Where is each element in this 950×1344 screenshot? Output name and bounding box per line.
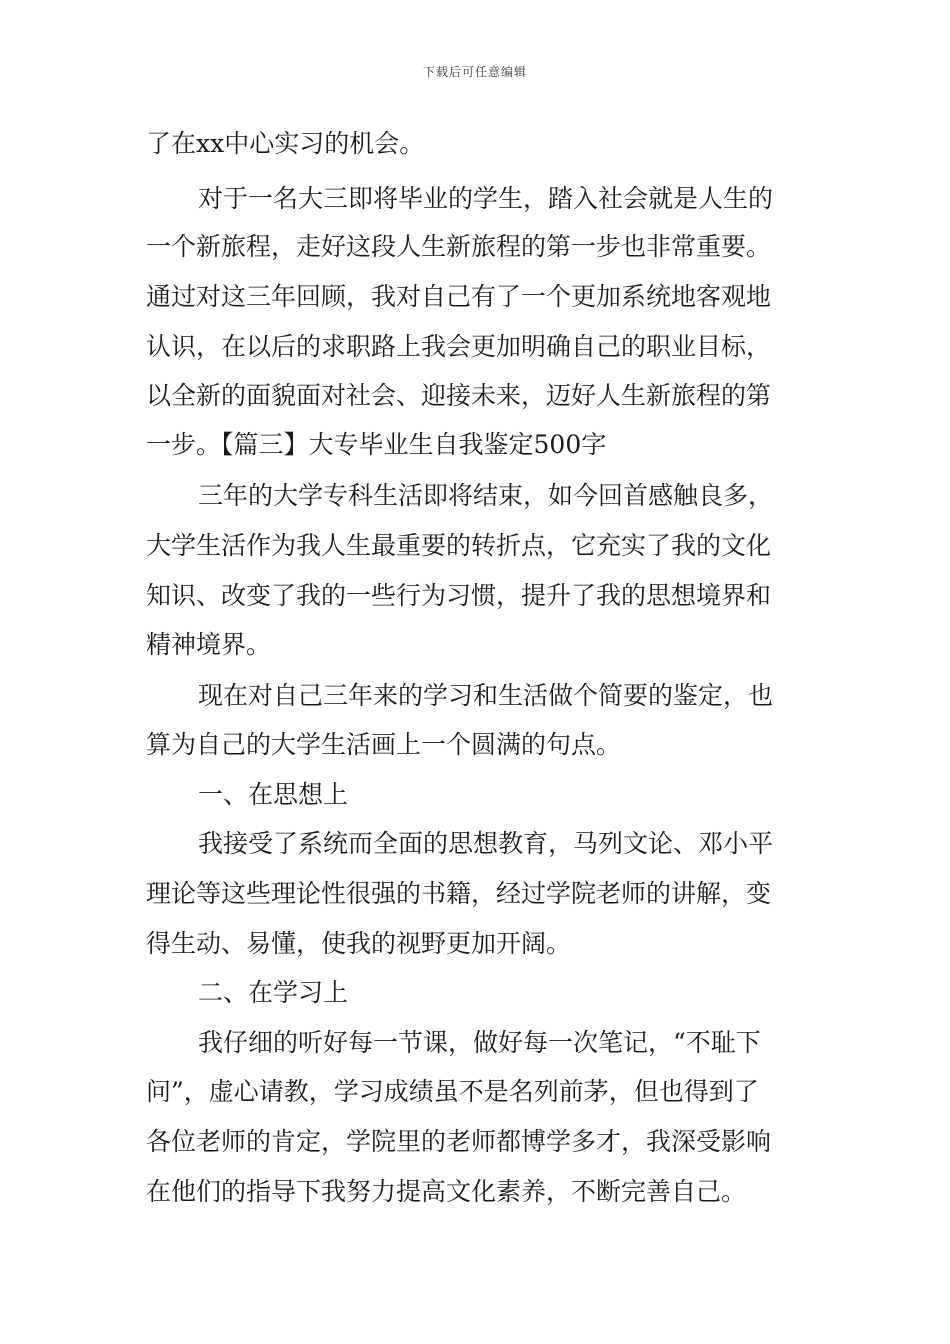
paragraph-start-line: 对于一名大三即将毕业的学生，踏入社会就是人生的 bbox=[198, 184, 774, 213]
body-line: 通过对这三年回顾，我对自己有了一个更加系统地客观地 bbox=[146, 282, 772, 311]
body-line: 了在xx中心实习的机会。 bbox=[146, 129, 425, 158]
body-line: 得生动、易懂，使我的视野更加开阔。 bbox=[146, 929, 572, 958]
body-line: 问”，虚心请教，学习成绩虽不是名列前茅，但也得到了 bbox=[146, 1077, 759, 1106]
subheading-thought: 一、在思想上 bbox=[198, 780, 349, 809]
body-line: 一个新旅程，走好这段人生新旅程的第一步也非常重要。 bbox=[146, 232, 772, 261]
subheading-study: 二、在学习上 bbox=[198, 978, 349, 1007]
body-line: 在他们的指导下我努力提高文化素养，不断完善自己。 bbox=[146, 1177, 747, 1206]
paragraph-start-line: 现在对自己三年来的学习和生活做个简要的鉴定，也 bbox=[198, 681, 774, 710]
paragraph-start-line: 我仔细的听好每一节课，做好每一次笔记，“不耻下 bbox=[198, 1028, 761, 1057]
body-line: 以全新的面貌面对社会、迎接未来，迈好人生新旅程的第 bbox=[146, 381, 772, 410]
section-heading-line: 一步。【篇三】大专毕业生自我鉴定500字 bbox=[146, 430, 607, 459]
paragraph-start-line: 我接受了系统而全面的思想教育，马列文论、邓小平 bbox=[198, 829, 774, 858]
paragraph-start-line: 三年的大学专科生活即将结束，如今回首感触良多， bbox=[198, 481, 774, 510]
body-line: 认识，在以后的求职路上我会更加明确自己的职业目标， bbox=[146, 332, 772, 361]
page-header-note: 下载后可任意编辑 bbox=[422, 65, 527, 79]
body-line: 知识、改变了我的一些行为习惯，提升了我的思想境界和 bbox=[146, 581, 772, 610]
body-line: 算为自己的大学生活画上一个圆满的句点。 bbox=[146, 730, 622, 759]
body-line: 各位老师的肯定，学院里的老师都博学多才，我深受影响 bbox=[146, 1127, 772, 1156]
body-line: 大学生活作为我人生最重要的转折点，它充实了我的文化 bbox=[146, 531, 772, 560]
body-line: 理论等这些理论性很强的书籍，经过学院老师的讲解，变 bbox=[146, 879, 772, 908]
body-line: 精神境界。 bbox=[146, 630, 272, 659]
